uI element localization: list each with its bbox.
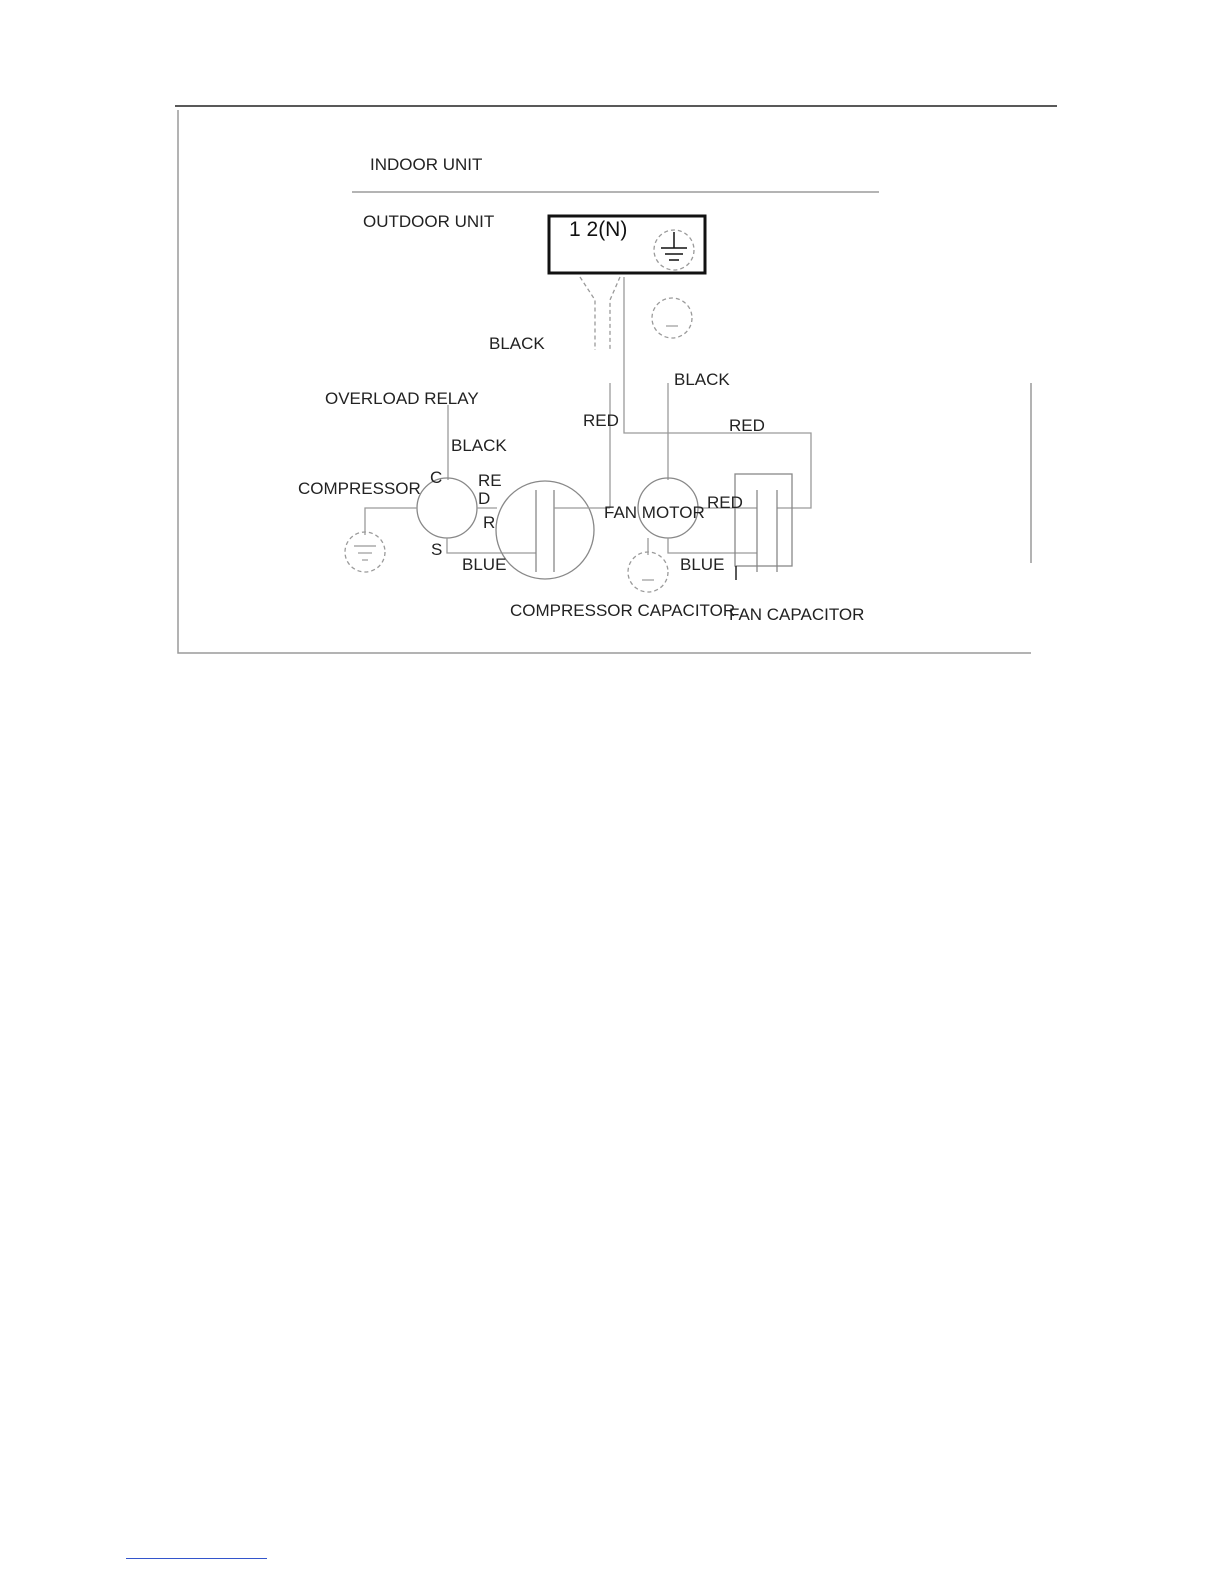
wire-label-red-split-2: D [478, 489, 491, 508]
wire-compressor-ground [365, 508, 417, 535]
outdoor-unit-label: OUTDOOR UNIT [363, 212, 495, 231]
overload-relay-label: OVERLOAD RELAY [325, 389, 479, 408]
wire-fan-blue [668, 538, 757, 553]
terminal-c-label: C [430, 468, 443, 487]
ground-icon [628, 552, 668, 592]
wire-label-black-right: BLACK [674, 370, 730, 389]
wire-label-blue-right: BLUE [680, 555, 725, 574]
compressor-symbol [417, 478, 477, 538]
ground-icon [654, 230, 694, 270]
ground-icon [345, 532, 385, 572]
terminal-r-label: R [483, 513, 496, 532]
wire-black-1 [580, 277, 595, 350]
wire-label-red-left: RED [583, 411, 619, 430]
compressor-label: COMPRESSOR [298, 479, 421, 498]
wire-label-red-split-1: RE [478, 471, 502, 490]
terminal-label: 1 2(N) [569, 218, 628, 241]
wire-black-2 [610, 277, 620, 350]
wiring-diagram [0, 0, 1224, 700]
indoor-unit-label: INDOOR UNIT [370, 155, 483, 174]
wire-label-red-right: RED [729, 416, 765, 435]
wire-label-black-top: BLACK [489, 334, 545, 353]
fan-motor-label: FAN MOTOR [604, 503, 705, 522]
wire-label-blue-left: BLUE [462, 555, 507, 574]
wire-label-red-fan: RED [707, 493, 743, 512]
fan-capacitor-symbol [735, 474, 792, 566]
footer-link-rule [126, 1558, 267, 1559]
wire-label-black-relay: BLACK [451, 436, 507, 455]
ground-icon [652, 298, 692, 338]
fan-capacitor-label: FAN CAPACITOR [729, 605, 865, 624]
compressor-capacitor-label: COMPRESSOR CAPACITOR [510, 601, 736, 620]
terminal-s-label: S [431, 540, 443, 559]
compressor-capacitor-symbol [496, 481, 594, 579]
wire-compressor-s [447, 538, 536, 553]
